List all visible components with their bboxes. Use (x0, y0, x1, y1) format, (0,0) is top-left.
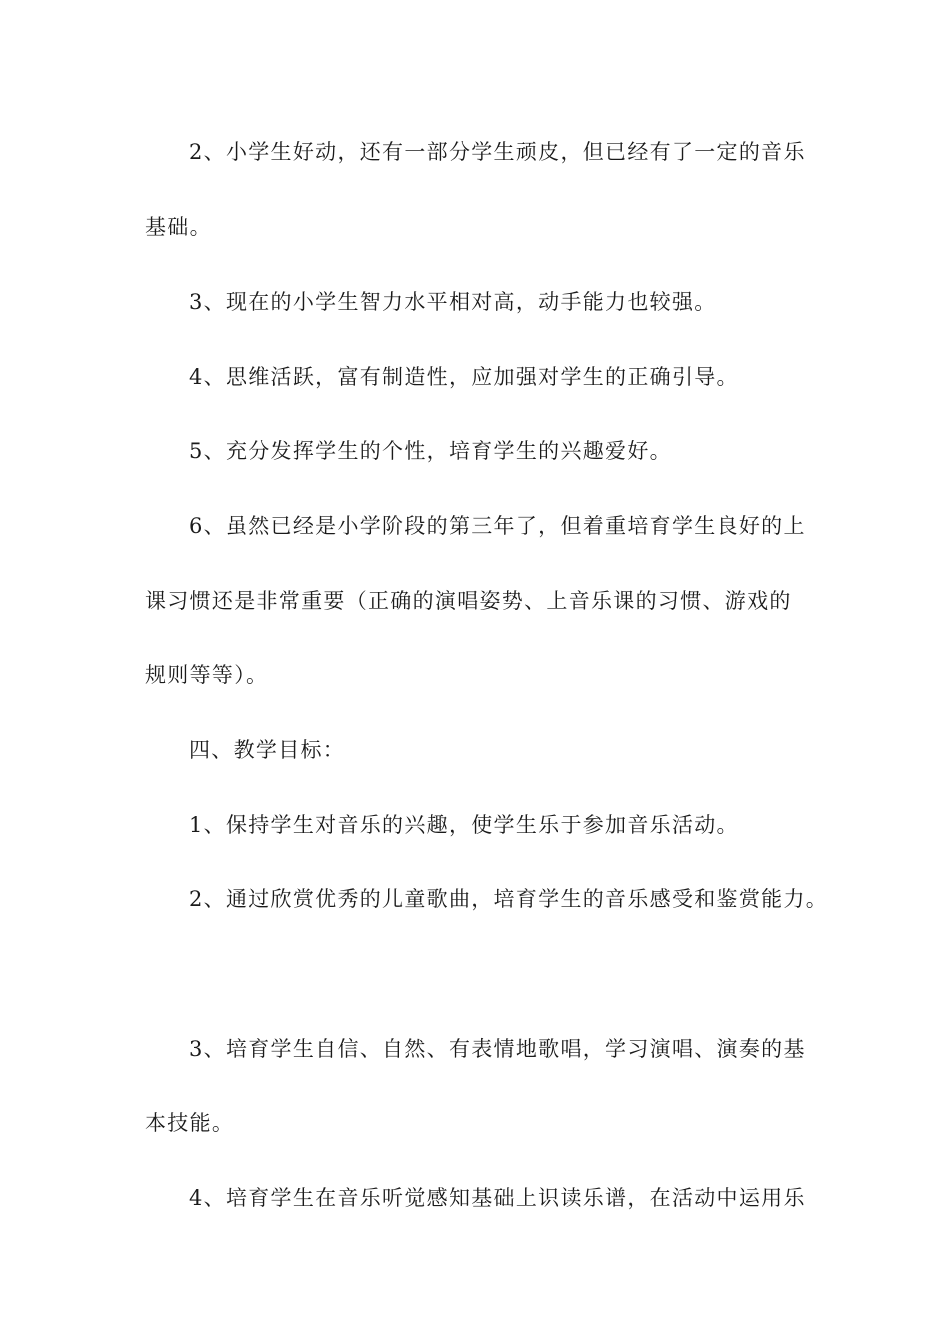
paragraph-line: 4、培育学生在音乐听觉感知基础上识读乐谱，在活动中运用乐 (189, 1186, 806, 1210)
paragraph-line: 4、思维活跃，富有制造性，应加强对学生的正确引导。 (189, 365, 739, 389)
paragraph-line: 6、虽然已经是小学阶段的第三年了，但着重培育学生良好的上 (189, 514, 806, 538)
paragraph-line: 1、保持学生对音乐的兴趣，使学生乐于参加音乐活动。 (189, 813, 739, 837)
paragraph-line: 课习惯还是非常重要（正确的演唱姿势、上音乐课的习惯、游戏的 (145, 589, 792, 613)
paragraph-line: 本技能。 (145, 1111, 235, 1135)
paragraph-line: 2、通过欣赏优秀的儿童歌曲，培育学生的音乐感受和鉴赏能力。 (189, 887, 829, 911)
paragraph-line: 5、充分发挥学生的个性，培育学生的兴趣爱好。 (189, 439, 672, 463)
paragraph-line: 3、现在的小学生智力水平相对高，动手能力也较强。 (189, 290, 717, 314)
section-heading: 四、教学目标： (189, 738, 346, 762)
paragraph-line: 基础。 (145, 215, 212, 239)
paragraph-line: 2、小学生好动，还有一部分学生顽皮，但已经有了一定的音乐 (189, 140, 806, 164)
paragraph-line: 3、培育学生自信、自然、有表情地歌唱，学习演唱、演奏的基 (189, 1037, 806, 1061)
paragraph-line: 规则等等）。 (145, 663, 269, 687)
